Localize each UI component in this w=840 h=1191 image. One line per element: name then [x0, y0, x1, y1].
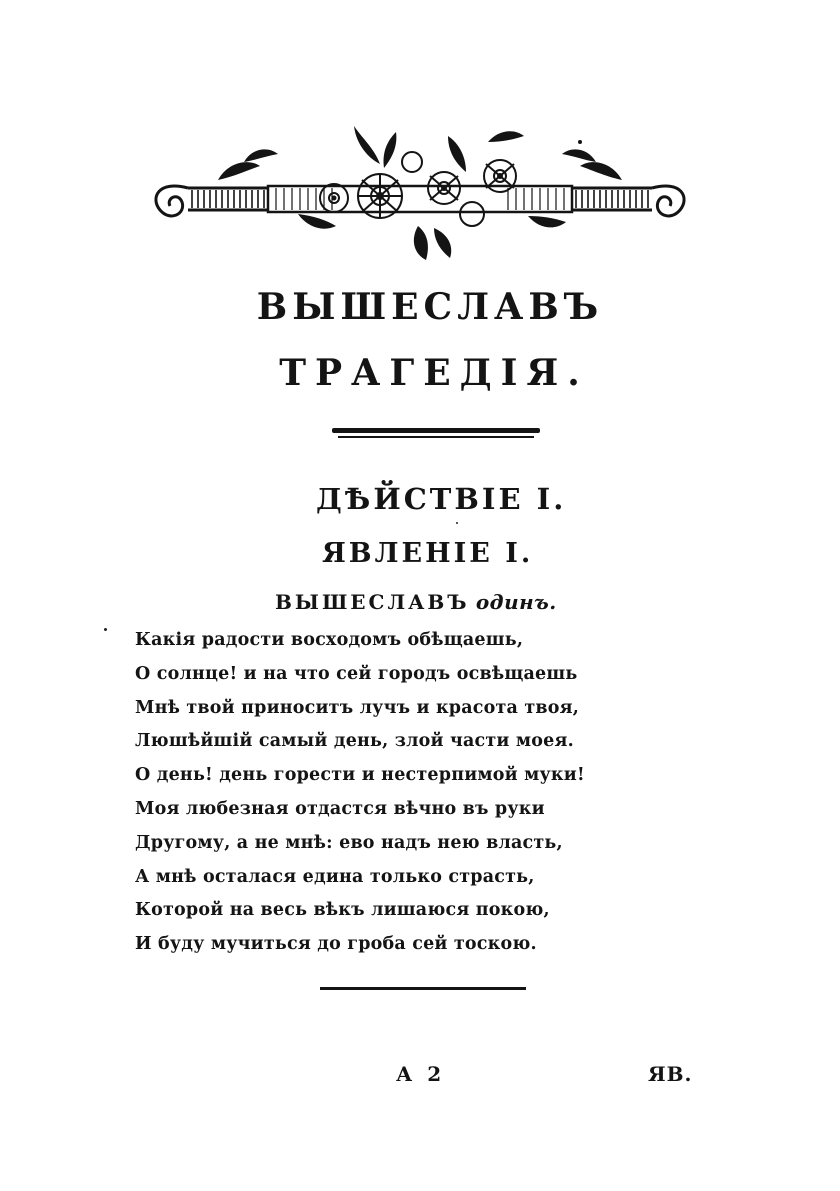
verse-block: [135, 624, 655, 962]
verse-line: Какія радости восходомъ обѣщаешь,: [135, 630, 524, 650]
verse-line: Другому, а не мнѣ: ево надъ нею власть,: [135, 832, 563, 853]
verse-line: Моя любезная отдастся вѣчно въ руки: [135, 798, 545, 819]
single-rule-divider: [320, 987, 526, 990]
genre-subtitle: ТРАГЕДІЯ.: [279, 352, 589, 394]
scene-heading: ЯВЛЕНІЕ I.: [322, 538, 534, 569]
floral-headpiece-ornament: [148, 118, 692, 263]
verse-line: А мнѣ осталася едина только страсть,: [135, 866, 535, 887]
verse-line: И буду мучиться до гроба сей тоскою.: [135, 934, 537, 955]
ink-speck: [456, 522, 458, 524]
speaker-line: [275, 590, 557, 614]
stage-direction: одинъ.: [475, 590, 557, 614]
double-rule-thick-line: [332, 428, 540, 433]
verse-line: Мнѣ твой приноситъ лучъ и красота твоя,: [135, 697, 580, 718]
speaker-name: ВЫШЕСЛАВЪ: [275, 590, 470, 614]
act-heading: ДѢЙСТВІЕ I.: [316, 482, 567, 516]
ink-speck: [104, 628, 107, 631]
double-rule-divider: [332, 428, 540, 438]
catchword: ЯВ.: [648, 1062, 693, 1086]
signature-mark: А 2: [396, 1062, 446, 1086]
verse-line: Которой на весь вѣкъ лишаюся покою,: [135, 900, 550, 921]
verse-line: О солнце! и на что сей городъ освѣщаешь: [135, 663, 578, 684]
page-title: ВЫШЕСЛАВЪ: [256, 286, 604, 328]
verse-line: Люшѣйшій самый день, злой части моея.: [135, 731, 574, 752]
verse-line: О день! день горести и нестерпимой муки!: [135, 765, 585, 786]
double-rule-thin-line: [338, 436, 534, 438]
